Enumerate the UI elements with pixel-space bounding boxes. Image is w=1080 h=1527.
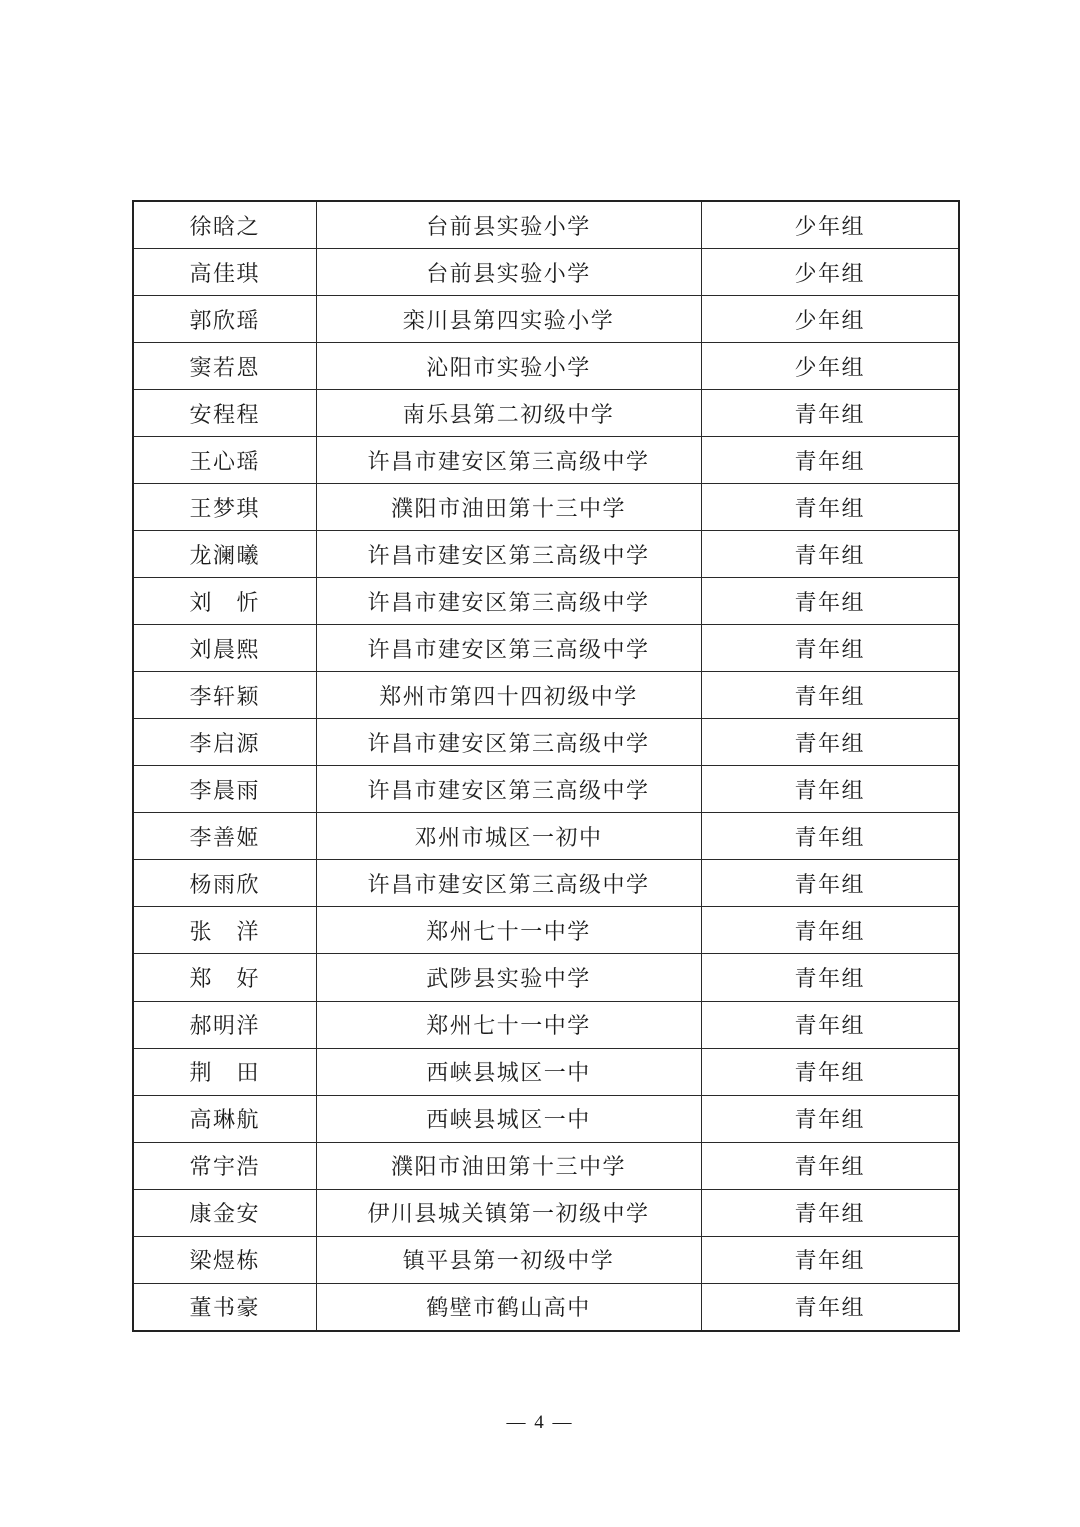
table-row bbox=[133, 672, 959, 719]
name-cell: 李晨雨 bbox=[133, 766, 316, 813]
name-cell: 郝明洋 bbox=[133, 1001, 316, 1048]
table-row bbox=[133, 201, 959, 249]
group-cell: 青年组 bbox=[701, 1236, 959, 1283]
school-cell: 许昌市建安区第三高级中学 bbox=[316, 531, 701, 578]
group-cell: 青年组 bbox=[701, 860, 959, 907]
school-cell: 濮阳市油田第十三中学 bbox=[316, 484, 701, 531]
name-cell: 刘 忻 bbox=[133, 578, 316, 625]
group-cell: 青年组 bbox=[701, 1001, 959, 1048]
table-row bbox=[133, 296, 959, 343]
name-cell: 康金安 bbox=[133, 1189, 316, 1236]
school-cell: 许昌市建安区第三高级中学 bbox=[316, 766, 701, 813]
group-cell: 青年组 bbox=[701, 1095, 959, 1142]
group-cell: 青年组 bbox=[701, 813, 959, 860]
school-cell: 邓州市城区一初中 bbox=[316, 813, 701, 860]
table-row bbox=[133, 766, 959, 813]
school-cell: 栾川县第四实验小学 bbox=[316, 296, 701, 343]
participants-table-body bbox=[133, 201, 959, 1331]
group-cell: 青年组 bbox=[701, 719, 959, 766]
school-cell: 许昌市建安区第三高级中学 bbox=[316, 625, 701, 672]
school-cell: 许昌市建安区第三高级中学 bbox=[316, 860, 701, 907]
school-cell: 镇平县第一初级中学 bbox=[316, 1236, 701, 1283]
name-cell: 梁煜栋 bbox=[133, 1236, 316, 1283]
group-cell: 青年组 bbox=[701, 531, 959, 578]
school-cell: 濮阳市油田第十三中学 bbox=[316, 1142, 701, 1189]
group-cell: 少年组 bbox=[701, 296, 959, 343]
name-cell: 徐晗之 bbox=[133, 201, 316, 249]
participants-table bbox=[132, 200, 960, 1332]
group-cell: 青年组 bbox=[701, 1189, 959, 1236]
name-cell: 王梦琪 bbox=[133, 484, 316, 531]
table-row bbox=[133, 531, 959, 578]
group-cell: 青年组 bbox=[701, 766, 959, 813]
name-cell: 安程程 bbox=[133, 390, 316, 437]
table-row bbox=[133, 390, 959, 437]
name-cell: 郑 好 bbox=[133, 954, 316, 1001]
school-cell: 西峡县城区一中 bbox=[316, 1048, 701, 1095]
name-cell: 李轩颖 bbox=[133, 672, 316, 719]
name-cell: 荆 田 bbox=[133, 1048, 316, 1095]
table-row bbox=[133, 1142, 959, 1189]
group-cell: 青年组 bbox=[701, 578, 959, 625]
group-cell: 青年组 bbox=[701, 1283, 959, 1331]
table-row bbox=[133, 578, 959, 625]
group-cell: 青年组 bbox=[701, 390, 959, 437]
group-cell: 青年组 bbox=[701, 1142, 959, 1189]
group-cell: 青年组 bbox=[701, 672, 959, 719]
name-cell: 龙澜曦 bbox=[133, 531, 316, 578]
school-cell: 许昌市建安区第三高级中学 bbox=[316, 719, 701, 766]
name-cell: 高佳琪 bbox=[133, 249, 316, 296]
group-cell: 青年组 bbox=[701, 484, 959, 531]
name-cell: 王心瑶 bbox=[133, 437, 316, 484]
table-row bbox=[133, 484, 959, 531]
group-cell: 青年组 bbox=[701, 437, 959, 484]
school-cell: 郑州市第四十四初级中学 bbox=[316, 672, 701, 719]
school-cell: 沁阳市实验小学 bbox=[316, 343, 701, 390]
school-cell: 许昌市建安区第三高级中学 bbox=[316, 578, 701, 625]
group-cell: 少年组 bbox=[701, 343, 959, 390]
table-row bbox=[133, 625, 959, 672]
table-row bbox=[133, 1001, 959, 1048]
name-cell: 高琳航 bbox=[133, 1095, 316, 1142]
table-row bbox=[133, 343, 959, 390]
table-row bbox=[133, 1283, 959, 1331]
name-cell: 常宇浩 bbox=[133, 1142, 316, 1189]
group-cell: 青年组 bbox=[701, 907, 959, 954]
school-cell: 武陟县实验中学 bbox=[316, 954, 701, 1001]
table-row bbox=[133, 1095, 959, 1142]
table-row bbox=[133, 813, 959, 860]
table-row bbox=[133, 1048, 959, 1095]
name-cell: 董书豪 bbox=[133, 1283, 316, 1331]
school-cell: 西峡县城区一中 bbox=[316, 1095, 701, 1142]
name-cell: 郭欣瑶 bbox=[133, 296, 316, 343]
name-cell: 窦若恩 bbox=[133, 343, 316, 390]
table-row bbox=[133, 1189, 959, 1236]
school-cell: 鹤壁市鹤山高中 bbox=[316, 1283, 701, 1331]
group-cell: 少年组 bbox=[701, 201, 959, 249]
school-cell: 台前县实验小学 bbox=[316, 201, 701, 249]
group-cell: 少年组 bbox=[701, 249, 959, 296]
group-cell: 青年组 bbox=[701, 625, 959, 672]
name-cell: 张 洋 bbox=[133, 907, 316, 954]
name-cell: 杨雨欣 bbox=[133, 860, 316, 907]
name-cell: 刘晨熙 bbox=[133, 625, 316, 672]
table-row bbox=[133, 907, 959, 954]
name-cell: 李启源 bbox=[133, 719, 316, 766]
table-row bbox=[133, 954, 959, 1001]
school-cell: 许昌市建安区第三高级中学 bbox=[316, 437, 701, 484]
school-cell: 南乐县第二初级中学 bbox=[316, 390, 701, 437]
table-row bbox=[133, 1236, 959, 1283]
school-cell: 郑州七十一中学 bbox=[316, 1001, 701, 1048]
group-cell: 青年组 bbox=[701, 954, 959, 1001]
table-row bbox=[133, 437, 959, 484]
name-cell: 李善姬 bbox=[133, 813, 316, 860]
school-cell: 伊川县城关镇第一初级中学 bbox=[316, 1189, 701, 1236]
page-number: — 4 — bbox=[506, 1412, 574, 1433]
school-cell: 郑州七十一中学 bbox=[316, 907, 701, 954]
group-cell: 青年组 bbox=[701, 1048, 959, 1095]
school-cell: 台前县实验小学 bbox=[316, 249, 701, 296]
table-row bbox=[133, 860, 959, 907]
table-row bbox=[133, 719, 959, 766]
table-row bbox=[133, 249, 959, 296]
